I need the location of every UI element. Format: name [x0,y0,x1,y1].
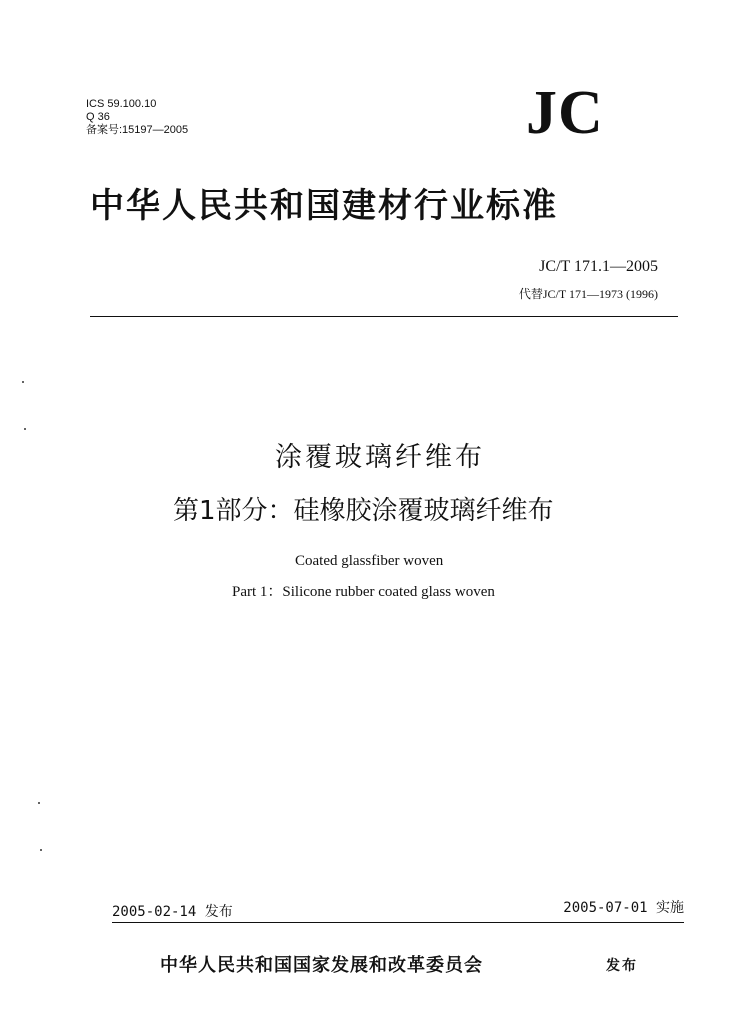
header-divider [90,316,678,317]
scan-speck [24,428,26,430]
ics-code: ICS 59.100.10 [86,98,157,110]
ccs-code: Q 36 [86,111,110,123]
publisher-name: 中华人民共和国国家发展和改革委员会 [160,955,483,976]
document-subtitle-cn: 第1部分：硅橡胶涂覆玻璃纤维布 [173,496,554,526]
scan-speck [40,849,42,851]
document-subtitle-en: Part 1：Silicone rubber coated glass woven [232,584,495,600]
document-title-cn: 涂覆玻璃纤维布 [275,442,485,473]
jc-logo: JC [526,79,604,147]
scan-speck [22,381,24,383]
industry-standard-title: 中华人民共和国建材行业标准 [90,186,558,226]
scan-speck [38,802,40,804]
implementation-date: 2005-07-01 实施 [563,900,684,916]
publish-label: 发布 [606,958,638,974]
document-title-en: Coated glassfiber woven [295,553,444,569]
classification-codes [86,98,188,137]
issue-date: 2005-02-14 发布 [112,904,233,920]
standard-number: JC/T 171.1—2005 [539,258,658,275]
footer-divider [112,922,684,923]
record-number: 备案号:15197—2005 [86,124,189,136]
replaced-standard: 代替JC/T 171—1973 (1996) [518,287,658,301]
